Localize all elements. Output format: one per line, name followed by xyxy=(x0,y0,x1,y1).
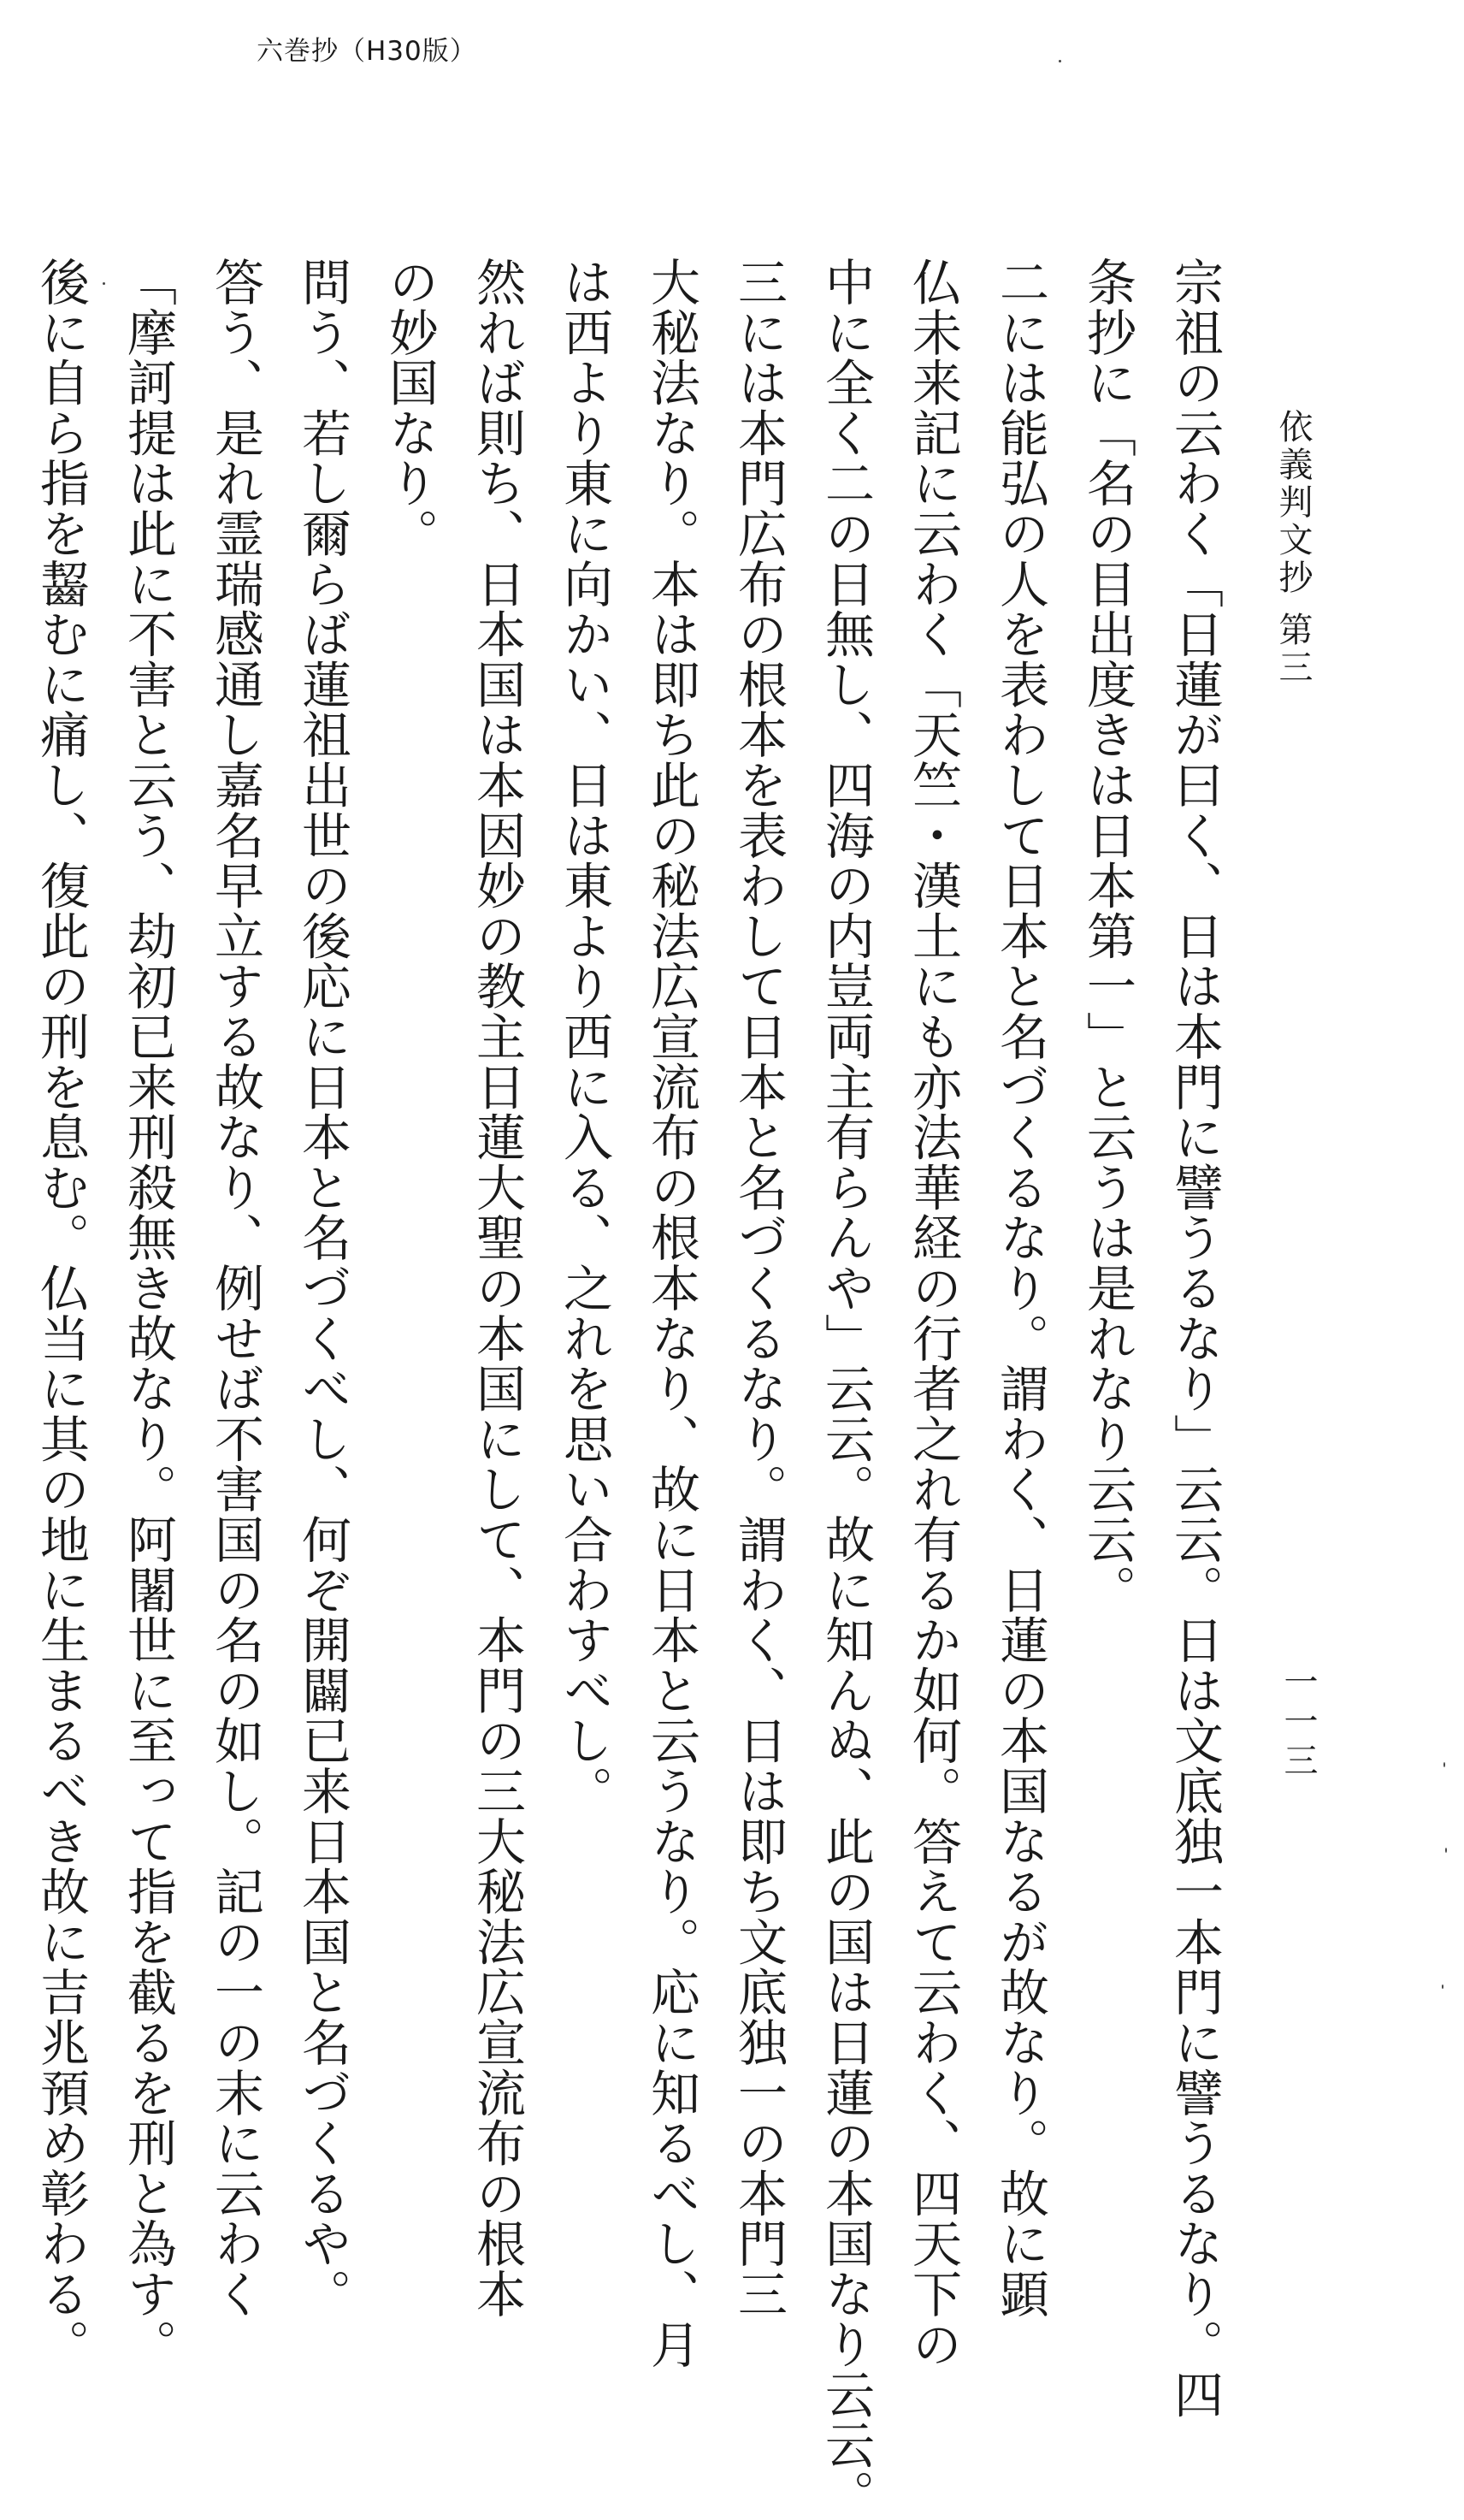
text-line: 「摩訶提は此に不害と云う、劫初已来刑殺無き故なり。阿闍世に至って指を截るを刑と為す。 xyxy=(119,257,177,2369)
text-line: 中に全く二の日無し、四海の内豈両主有らんや」云云。故に知んぬ、此の国は日蓮の本国なり云云。 xyxy=(817,257,875,2520)
text-line: は西より東に向かい、日は東より西に入る、之れを思い合わすべし。 xyxy=(555,257,613,1816)
scan-speck xyxy=(1059,60,1061,62)
scan-speck xyxy=(1442,1985,1443,1989)
text-line: 三には本門広布の根本を表わして日本と名づくるなり。謂わく、日は即ち文底独一の本門三 xyxy=(729,257,788,2319)
text-line: 二には能弘の人を表わして日本と名づくるなり。謂わく、日蓮の本国なるが故なり。故に顕 xyxy=(991,257,1049,2319)
scan-speck xyxy=(1443,1762,1445,1767)
text-line: の妙国なり。 xyxy=(381,257,439,559)
text-line: 後に自ら指を齧むに痛し、復此の刑を息む。仏当に其の地に生まるべき故に吉兆預め彰わる。 xyxy=(32,257,90,2369)
scan-speck xyxy=(1445,1848,1447,1853)
body-text xyxy=(32,257,1238,2520)
text-line: 然れば則ち、日本国は本因妙の教主日蓮大聖の本国にして、本門の三大秘法広宣流布の根本 xyxy=(468,257,526,2319)
text-line: 答う、是れ霊瑞感通し嘉名早立する故なり、例せば不害国の名の如し。記の一の末に云わく xyxy=(206,257,264,2319)
page-number: 一一三 xyxy=(1278,1664,1318,1782)
text-line: 宗祖の云わく「日蓮が曰く、日は本門に譬うるなり」云云。日は文底独一本門に譬うるなり。四 xyxy=(1166,257,1224,2420)
scan-speck xyxy=(103,282,105,285)
text-line: 条抄に「名の目出度きは日本第一」と云うは是れなり云云。 xyxy=(1078,257,1136,1615)
text-line: 問う、若し爾らば蓮祖出世の後応に日本と名づくべし、何ぞ開闢已来日本国と名づくるや。 xyxy=(293,257,351,2319)
chapter-title: 依義判文抄 第三 xyxy=(1273,409,1313,687)
running-header: 六巻抄（H30版） xyxy=(257,36,477,67)
text-line: 仏未来記に云わく「天竺・漢土にも亦法華経の行者之れ有るか如何。答えて云わく、四天下の xyxy=(904,257,962,2369)
text-line: 大秘法なり。本は即ち此の秘法広宣流布の根本なり、故に日本と云うなり。応に知るべし、月 xyxy=(642,257,700,2369)
